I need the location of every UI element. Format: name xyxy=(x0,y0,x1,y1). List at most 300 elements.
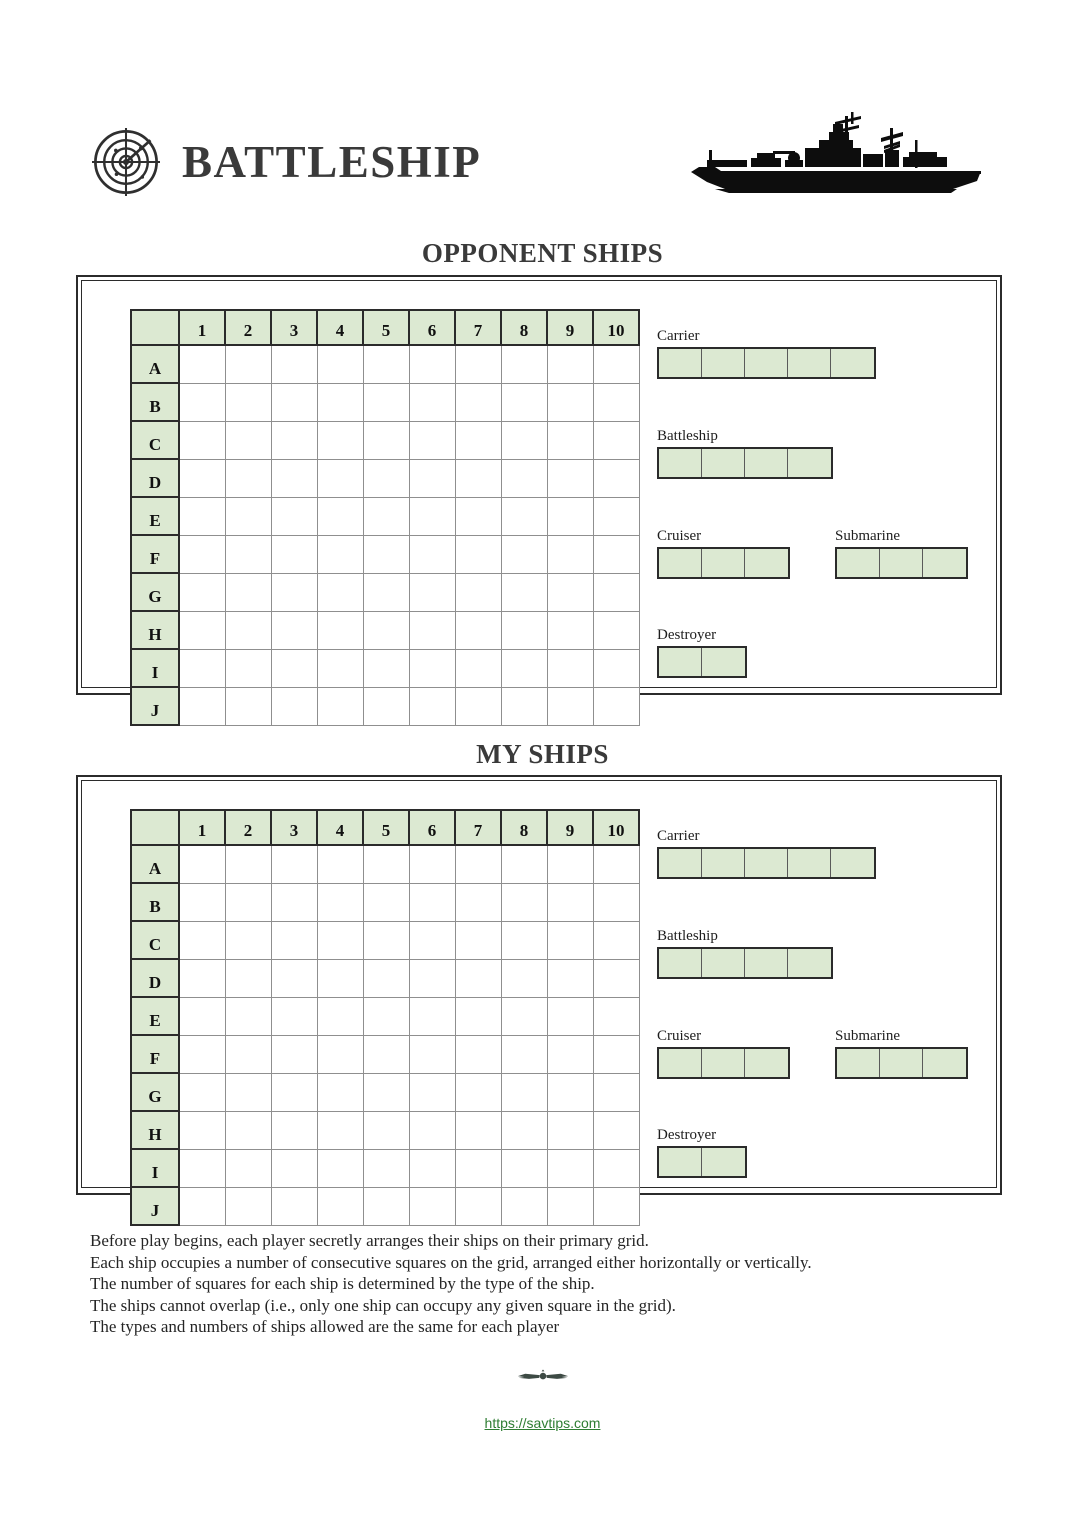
grid-row xyxy=(131,845,639,883)
warship-silhouette-icon xyxy=(685,110,985,200)
grid-column-header: 10 xyxy=(593,310,639,345)
grid-cell-B7[interactable] xyxy=(455,883,501,921)
grid-cell-C10[interactable] xyxy=(593,921,639,959)
ship-segment[interactable] xyxy=(923,1049,966,1077)
ship-segment[interactable] xyxy=(659,449,702,477)
naval-wings-emblem-icon xyxy=(0,1368,1085,1391)
grid-cell-H3[interactable] xyxy=(271,1111,317,1149)
grid-cell-G3[interactable] xyxy=(271,1073,317,1111)
grid-cell-B9[interactable] xyxy=(547,383,593,421)
grid-cell-B7[interactable] xyxy=(455,383,501,421)
grid-cell-D8[interactable] xyxy=(501,459,547,497)
grid-cell-I10[interactable] xyxy=(593,1149,639,1187)
grid-cell-H1[interactable] xyxy=(179,611,225,649)
opponent-grid-body xyxy=(131,310,639,725)
grid-column-header: 1 xyxy=(179,310,225,345)
ship-segment[interactable] xyxy=(831,349,874,377)
grid-cell-C6[interactable] xyxy=(409,421,455,459)
grid-cell-A9[interactable] xyxy=(547,345,593,383)
ship-cells-carrier[interactable] xyxy=(657,847,876,879)
grid-cell-G4[interactable] xyxy=(317,1073,363,1111)
grid-cell-J10[interactable] xyxy=(593,1187,639,1225)
grid-cell-B10[interactable] xyxy=(593,883,639,921)
grid-row xyxy=(131,1149,639,1187)
ship-segment[interactable] xyxy=(702,949,745,977)
grid-cell-I8[interactable] xyxy=(501,1149,547,1187)
grid-column-header: 7 xyxy=(455,310,501,345)
ship-cells-carrier[interactable] xyxy=(657,347,876,379)
grid-cell-B5[interactable] xyxy=(363,883,409,921)
grid-cell-E3[interactable] xyxy=(271,997,317,1035)
ship-label-submarine: Submarine xyxy=(835,528,900,544)
grid-cell-I4[interactable] xyxy=(317,649,363,687)
grid-cell-H6[interactable] xyxy=(409,1111,455,1149)
grid-cell-B1[interactable] xyxy=(179,383,225,421)
grid-cell-I9[interactable] xyxy=(547,649,593,687)
grid-row xyxy=(131,649,639,687)
grid-cell-C9[interactable] xyxy=(547,421,593,459)
grid-cell-F1[interactable] xyxy=(179,1035,225,1073)
grid-cell-J1[interactable] xyxy=(179,687,225,725)
ship-segment[interactable] xyxy=(659,1049,702,1077)
radar-icon xyxy=(92,128,160,196)
grid-cell-H6[interactable] xyxy=(409,611,455,649)
ship-segment[interactable] xyxy=(702,1148,745,1176)
grid-cell-J6[interactable] xyxy=(409,687,455,725)
ship-segment[interactable] xyxy=(745,349,788,377)
grid-cell-A4[interactable] xyxy=(317,845,363,883)
grid-cell-C5[interactable] xyxy=(363,921,409,959)
grid-cell-J3[interactable] xyxy=(271,1187,317,1225)
grid-cell-C8[interactable] xyxy=(501,921,547,959)
ship-segment[interactable] xyxy=(788,349,831,377)
instruction-line: The types and numbers of ships allowed are the same for each player xyxy=(90,1317,560,1337)
grid-cell-H7[interactable] xyxy=(455,611,501,649)
grid-row xyxy=(131,611,639,649)
ship-segment[interactable] xyxy=(837,549,880,577)
grid-cell-F8[interactable] xyxy=(501,535,547,573)
grid-cell-C5[interactable] xyxy=(363,421,409,459)
grid-column-header: 3 xyxy=(271,810,317,845)
grid-cell-D1[interactable] xyxy=(179,959,225,997)
grid-cell-A10[interactable] xyxy=(593,845,639,883)
grid-cell-I5[interactable] xyxy=(363,1149,409,1187)
grid-cell-H10[interactable] xyxy=(593,611,639,649)
grid-cell-H2[interactable] xyxy=(225,1111,271,1149)
ship-destroyer xyxy=(657,1128,747,1178)
section-title-opponent: OPPONENT SHIPS xyxy=(421,238,664,268)
grid-cell-F3[interactable] xyxy=(271,1035,317,1073)
ship-segment[interactable] xyxy=(880,1049,923,1077)
grid-cell-E10[interactable] xyxy=(593,497,639,535)
grid-cell-G1[interactable] xyxy=(179,573,225,611)
grid-cell-B10[interactable] xyxy=(593,383,639,421)
grid-cell-G1[interactable] xyxy=(179,1073,225,1111)
grid-cell-E6[interactable] xyxy=(409,497,455,535)
grid-cell-D8[interactable] xyxy=(501,959,547,997)
grid-cell-A1[interactable] xyxy=(179,845,225,883)
ship-cells-destroyer[interactable] xyxy=(657,646,747,678)
grid-cell-B9[interactable] xyxy=(547,883,593,921)
ship-battleship xyxy=(657,929,833,979)
grid-cell-A4[interactable] xyxy=(317,345,363,383)
grid-cell-C1[interactable] xyxy=(179,421,225,459)
grid-row-header: H xyxy=(131,611,179,649)
instruction-line: The number of squares for each ship is determined by the type of the ship. xyxy=(90,1274,595,1294)
grid-cell-I10[interactable] xyxy=(593,649,639,687)
footer-url[interactable] xyxy=(0,1415,1085,1431)
ship-segment[interactable] xyxy=(702,449,745,477)
grid-cell-F6[interactable] xyxy=(409,535,455,573)
grid-cell-H10[interactable] xyxy=(593,1111,639,1149)
grid-cell-B6[interactable] xyxy=(409,883,455,921)
grid-row-header: A xyxy=(131,345,179,383)
grid-cell-H9[interactable] xyxy=(547,611,593,649)
grid-cell-I1[interactable] xyxy=(179,1149,225,1187)
ship-segment[interactable] xyxy=(659,1148,702,1176)
grid-cell-A7[interactable] xyxy=(455,345,501,383)
ship-segment[interactable] xyxy=(745,549,788,577)
grid-cell-I9[interactable] xyxy=(547,1149,593,1187)
grid-cell-A9[interactable] xyxy=(547,845,593,883)
grid-cell-D9[interactable] xyxy=(547,959,593,997)
grid-cell-H5[interactable] xyxy=(363,611,409,649)
grid-cell-D10[interactable] xyxy=(593,459,639,497)
grid-cell-J1[interactable] xyxy=(179,1187,225,1225)
grid-cell-J3[interactable] xyxy=(271,687,317,725)
grid-column-header: 2 xyxy=(225,810,271,845)
instructions-block xyxy=(90,1230,990,1338)
ship-segment[interactable] xyxy=(923,549,966,577)
grid-cell-A3[interactable] xyxy=(271,845,317,883)
grid-cell-H3[interactable] xyxy=(271,611,317,649)
grid-cell-J5[interactable] xyxy=(363,1187,409,1225)
grid-cell-F2[interactable] xyxy=(225,1035,271,1073)
grid-cell-J8[interactable] xyxy=(501,687,547,725)
ship-segment[interactable] xyxy=(837,1049,880,1077)
grid-cell-I6[interactable] xyxy=(409,1149,455,1187)
grid-cell-G6[interactable] xyxy=(409,573,455,611)
grid-cell-G2[interactable] xyxy=(225,1073,271,1111)
grid-cell-G5[interactable] xyxy=(363,573,409,611)
ship-cruiser xyxy=(657,1029,790,1079)
grid-cell-C1[interactable] xyxy=(179,921,225,959)
grid-cell-J5[interactable] xyxy=(363,687,409,725)
grid-row-header: D xyxy=(131,959,179,997)
grid-cell-D7[interactable] xyxy=(455,959,501,997)
ship-label-submarine: Submarine xyxy=(835,1028,900,1044)
grid-cell-I7[interactable] xyxy=(455,1149,501,1187)
grid-cell-A3[interactable] xyxy=(271,345,317,383)
grid-cell-G7[interactable] xyxy=(455,573,501,611)
grid-cell-F3[interactable] xyxy=(271,535,317,573)
grid-cell-A8[interactable] xyxy=(501,845,547,883)
grid-cell-G2[interactable] xyxy=(225,573,271,611)
grid-cell-J4[interactable] xyxy=(317,1187,363,1225)
grid-cell-C2[interactable] xyxy=(225,421,271,459)
grid-cell-J7[interactable] xyxy=(455,1187,501,1225)
grid-cell-D5[interactable] xyxy=(363,459,409,497)
grid-cell-G10[interactable] xyxy=(593,573,639,611)
grid-cell-G9[interactable] xyxy=(547,573,593,611)
grid-cell-D6[interactable] xyxy=(409,459,455,497)
grid-cell-G3[interactable] xyxy=(271,573,317,611)
grid-column-header: 9 xyxy=(547,310,593,345)
grid-cell-C3[interactable] xyxy=(271,421,317,459)
grid-row xyxy=(131,687,639,725)
grid-column-header: 8 xyxy=(501,310,547,345)
grid-cell-A2[interactable] xyxy=(225,845,271,883)
grid-cell-A10[interactable] xyxy=(593,345,639,383)
grid-cell-B3[interactable] xyxy=(271,383,317,421)
ship-segment[interactable] xyxy=(659,349,702,377)
grid-cell-H1[interactable] xyxy=(179,1111,225,1149)
grid-row xyxy=(131,959,639,997)
grid-cell-I3[interactable] xyxy=(271,649,317,687)
grid-cell-C2[interactable] xyxy=(225,921,271,959)
grid-cell-B2[interactable] xyxy=(225,883,271,921)
ship-segment[interactable] xyxy=(659,648,702,676)
grid-cell-B5[interactable] xyxy=(363,383,409,421)
grid-cell-F8[interactable] xyxy=(501,1035,547,1073)
grid-cell-F9[interactable] xyxy=(547,535,593,573)
grid-cell-J2[interactable] xyxy=(225,1187,271,1225)
grid-cell-I3[interactable] xyxy=(271,1149,317,1187)
grid-cell-F4[interactable] xyxy=(317,535,363,573)
grid-header-row xyxy=(131,810,639,845)
grid-cell-E1[interactable] xyxy=(179,497,225,535)
grid-cell-E6[interactable] xyxy=(409,997,455,1035)
ship-segment[interactable] xyxy=(831,849,874,877)
grid-cell-G7[interactable] xyxy=(455,1073,501,1111)
ship-cells-battleship[interactable] xyxy=(657,447,833,479)
grid-cell-F1[interactable] xyxy=(179,535,225,573)
grid-cell-D6[interactable] xyxy=(409,959,455,997)
ship-cells-battleship[interactable] xyxy=(657,947,833,979)
grid-cell-J8[interactable] xyxy=(501,1187,547,1225)
ship-carrier xyxy=(657,329,876,379)
grid-cell-I2[interactable] xyxy=(225,1149,271,1187)
grid-cell-C7[interactable] xyxy=(455,421,501,459)
grid-cell-J6[interactable] xyxy=(409,1187,455,1225)
grid-cell-A6[interactable] xyxy=(409,845,455,883)
grid-cell-A8[interactable] xyxy=(501,345,547,383)
grid-cell-H9[interactable] xyxy=(547,1111,593,1149)
grid-cell-H4[interactable] xyxy=(317,1111,363,1149)
grid-row xyxy=(131,1111,639,1149)
grid-row-header: D xyxy=(131,459,179,497)
grid-cell-A7[interactable] xyxy=(455,845,501,883)
grid-cell-H8[interactable] xyxy=(501,611,547,649)
ship-segment[interactable] xyxy=(659,549,702,577)
grid-cell-E7[interactable] xyxy=(455,497,501,535)
grid-cell-I1[interactable] xyxy=(179,649,225,687)
grid-column-header: 6 xyxy=(409,810,455,845)
grid-cell-A1[interactable] xyxy=(179,345,225,383)
grid-cell-F7[interactable] xyxy=(455,535,501,573)
ship-segment[interactable] xyxy=(880,549,923,577)
ship-segment[interactable] xyxy=(745,949,788,977)
ship-segment[interactable] xyxy=(659,949,702,977)
grid-cell-C6[interactable] xyxy=(409,921,455,959)
grid-cell-J9[interactable] xyxy=(547,687,593,725)
grid-cell-B4[interactable] xyxy=(317,383,363,421)
grid-cell-F10[interactable] xyxy=(593,535,639,573)
ship-segment[interactable] xyxy=(788,849,831,877)
ship-segment[interactable] xyxy=(745,1049,788,1077)
my-panel-inner xyxy=(81,780,997,1220)
grid-cell-A5[interactable] xyxy=(363,845,409,883)
grid-cell-B6[interactable] xyxy=(409,383,455,421)
opponent-ships-panel xyxy=(76,275,1002,720)
ship-destroyer xyxy=(657,628,747,678)
my-battle-grid[interactable] xyxy=(130,809,640,1226)
grid-cell-D2[interactable] xyxy=(225,459,271,497)
grid-cell-A6[interactable] xyxy=(409,345,455,383)
grid-cell-A5[interactable] xyxy=(363,345,409,383)
grid-cell-F7[interactable] xyxy=(455,1035,501,1073)
grid-cell-G8[interactable] xyxy=(501,1073,547,1111)
grid-cell-C10[interactable] xyxy=(593,421,639,459)
ship-segment[interactable] xyxy=(788,449,831,477)
grid-cell-C7[interactable] xyxy=(455,921,501,959)
grid-cell-J7[interactable] xyxy=(455,687,501,725)
grid-cell-D3[interactable] xyxy=(271,459,317,497)
grid-cell-B4[interactable] xyxy=(317,883,363,921)
grid-cell-G6[interactable] xyxy=(409,1073,455,1111)
grid-cell-E8[interactable] xyxy=(501,497,547,535)
ship-segment[interactable] xyxy=(702,1049,745,1077)
grid-cell-E2[interactable] xyxy=(225,997,271,1035)
grid-cell-E4[interactable] xyxy=(317,497,363,535)
grid-cell-B8[interactable] xyxy=(501,383,547,421)
grid-cell-I8[interactable] xyxy=(501,649,547,687)
grid-cell-F6[interactable] xyxy=(409,1035,455,1073)
grid-cell-D2[interactable] xyxy=(225,959,271,997)
ship-cells-cruiser[interactable] xyxy=(657,1047,790,1079)
grid-row-header: G xyxy=(131,1073,179,1111)
grid-row-header: C xyxy=(131,921,179,959)
ship-submarine xyxy=(835,1029,968,1079)
grid-cell-D9[interactable] xyxy=(547,459,593,497)
grid-cell-F2[interactable] xyxy=(225,535,271,573)
grid-cell-I5[interactable] xyxy=(363,649,409,687)
ship-segment[interactable] xyxy=(702,849,745,877)
grid-cell-C3[interactable] xyxy=(271,921,317,959)
grid-cell-E8[interactable] xyxy=(501,997,547,1035)
brand xyxy=(92,128,481,196)
footer-url-link[interactable]: https://savtips.com xyxy=(484,1415,601,1431)
opponent-battle-grid[interactable] xyxy=(130,309,640,726)
grid-cell-H7[interactable] xyxy=(455,1111,501,1149)
ship-segment[interactable] xyxy=(659,849,702,877)
grid-cell-E2[interactable] xyxy=(225,497,271,535)
grid-cell-E3[interactable] xyxy=(271,497,317,535)
grid-cell-D5[interactable] xyxy=(363,959,409,997)
ship-segment[interactable] xyxy=(745,849,788,877)
grid-cell-E9[interactable] xyxy=(547,497,593,535)
grid-cell-I2[interactable] xyxy=(225,649,271,687)
grid-cell-G4[interactable] xyxy=(317,573,363,611)
grid-cell-G8[interactable] xyxy=(501,573,547,611)
grid-cell-F4[interactable] xyxy=(317,1035,363,1073)
grid-row xyxy=(131,997,639,1035)
ship-segment[interactable] xyxy=(702,648,745,676)
grid-cell-C4[interactable] xyxy=(317,921,363,959)
grid-cell-C4[interactable] xyxy=(317,421,363,459)
grid-cell-C8[interactable] xyxy=(501,421,547,459)
grid-cell-I7[interactable] xyxy=(455,649,501,687)
grid-cell-F9[interactable] xyxy=(547,1035,593,1073)
grid-cell-D3[interactable] xyxy=(271,959,317,997)
grid-cell-E1[interactable] xyxy=(179,997,225,1035)
grid-cell-J9[interactable] xyxy=(547,1187,593,1225)
grid-cell-H4[interactable] xyxy=(317,611,363,649)
ship-label-battleship: Battleship xyxy=(657,928,718,944)
grid-row-header: J xyxy=(131,1187,179,1225)
grid-cell-F5[interactable] xyxy=(363,535,409,573)
section-title-mine: MY SHIPS xyxy=(476,739,609,769)
grid-cell-E9[interactable] xyxy=(547,997,593,1035)
grid-cell-E5[interactable] xyxy=(363,997,409,1035)
grid-cell-J10[interactable] xyxy=(593,687,639,725)
grid-cell-F5[interactable] xyxy=(363,1035,409,1073)
grid-cell-C9[interactable] xyxy=(547,921,593,959)
grid-cell-I4[interactable] xyxy=(317,1149,363,1187)
ship-battleship xyxy=(657,429,833,479)
grid-cell-H2[interactable] xyxy=(225,611,271,649)
grid-cell-E5[interactable] xyxy=(363,497,409,535)
grid-cell-J4[interactable] xyxy=(317,687,363,725)
ship-segment[interactable] xyxy=(702,549,745,577)
ship-label-carrier: Carrier xyxy=(657,828,700,844)
ship-segment[interactable] xyxy=(702,349,745,377)
ship-cells-submarine[interactable] xyxy=(835,547,968,579)
grid-cell-F10[interactable] xyxy=(593,1035,639,1073)
grid-cell-D7[interactable] xyxy=(455,459,501,497)
grid-cell-D4[interactable] xyxy=(317,459,363,497)
grid-row xyxy=(131,573,639,611)
grid-cell-B2[interactable] xyxy=(225,383,271,421)
grid-cell-E10[interactable] xyxy=(593,997,639,1035)
grid-row-header: E xyxy=(131,997,179,1035)
grid-column-header: 2 xyxy=(225,310,271,345)
grid-row-header: J xyxy=(131,687,179,725)
ship-segment[interactable] xyxy=(788,949,831,977)
grid-cell-D4[interactable] xyxy=(317,959,363,997)
grid-cell-E7[interactable] xyxy=(455,997,501,1035)
ship-cells-destroyer[interactable] xyxy=(657,1146,747,1178)
grid-cell-E4[interactable] xyxy=(317,997,363,1035)
grid-cell-J2[interactable] xyxy=(225,687,271,725)
grid-cell-G5[interactable] xyxy=(363,1073,409,1111)
grid-row-header: E xyxy=(131,497,179,535)
grid-cell-H8[interactable] xyxy=(501,1111,547,1149)
grid-cell-D10[interactable] xyxy=(593,959,639,997)
ship-cells-cruiser[interactable] xyxy=(657,547,790,579)
grid-cell-B8[interactable] xyxy=(501,883,547,921)
grid-cell-H5[interactable] xyxy=(363,1111,409,1149)
grid-cell-D1[interactable] xyxy=(179,459,225,497)
grid-cell-G10[interactable] xyxy=(593,1073,639,1111)
grid-cell-B1[interactable] xyxy=(179,883,225,921)
ship-cells-submarine[interactable] xyxy=(835,1047,968,1079)
grid-cell-G9[interactable] xyxy=(547,1073,593,1111)
grid-cell-A2[interactable] xyxy=(225,345,271,383)
grid-cell-B3[interactable] xyxy=(271,883,317,921)
ship-segment[interactable] xyxy=(745,449,788,477)
grid-cell-I6[interactable] xyxy=(409,649,455,687)
